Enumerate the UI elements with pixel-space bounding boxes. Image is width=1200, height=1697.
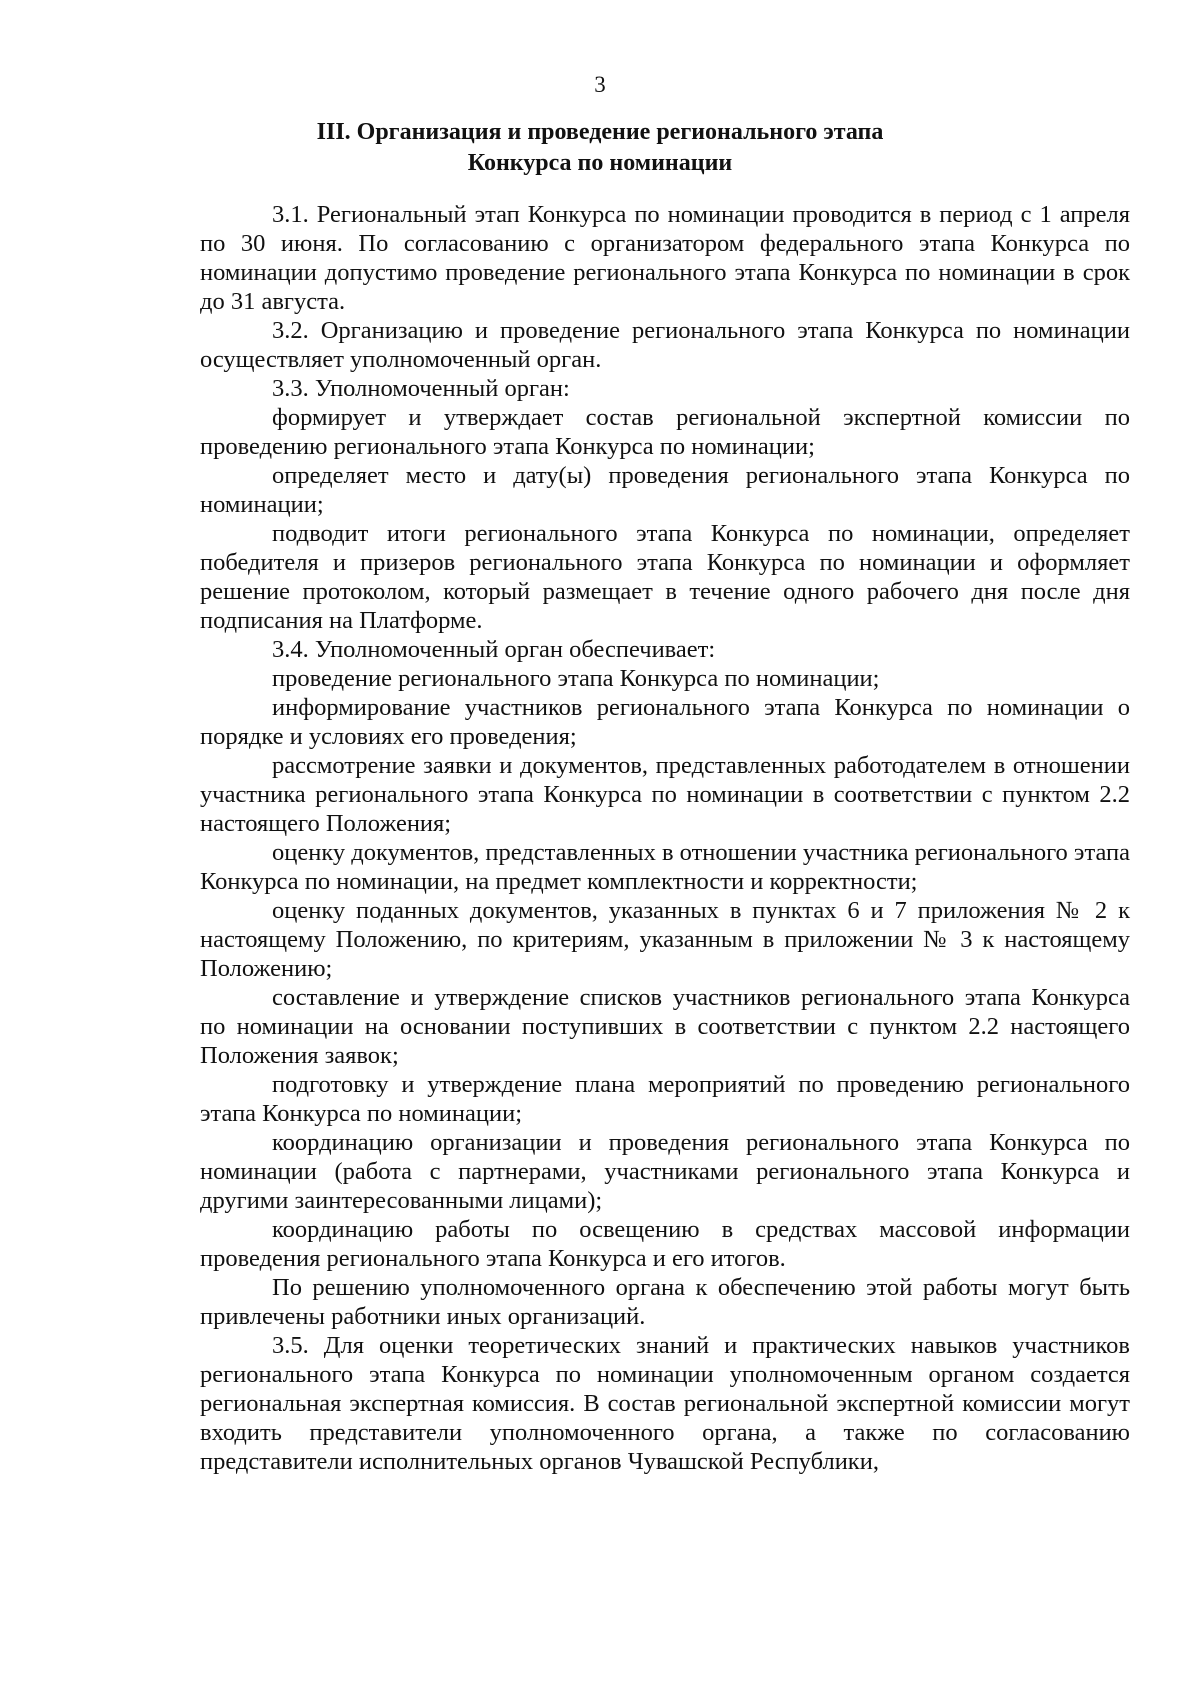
list-item: определяет место и дату(ы) проведения регионального этапа Конкурса по номинации; [200, 462, 1130, 518]
section-title-line-2: Конкурса по номинации [467, 150, 733, 176]
list-item: оценку документов, представленных в отношении участника регионального этапа Конкурса по номинации, на предмет комплектности и корректности; [200, 839, 1130, 895]
list-item: составление и утверждение списков участников регионального этапа Конкурса по номинации на основании поступивших в соответствии с пунктом 2.2 настоящего Положения заявок; [200, 984, 1130, 1069]
list-item: подготовку и утверждение плана мероприятий по проведению регионального этапа Конкурса по номинации; [200, 1071, 1130, 1127]
page-number: 3 [594, 72, 606, 97]
paragraph-3-1: 3.1. Региональный этап Конкурса по номинации проводится в период с 1 апреля по 30 июня. По согласованию с организатором федерального этапа Конкурса по номинации допустимо проведение регионального этапа Конкурса по номинации в срок до 31 августа. [200, 201, 1130, 315]
list-item: формирует и утверждает состав региональной экспертной комиссии по проведению регионального этапа Конкурса по номинации; [200, 404, 1130, 460]
list-item: оценку поданных документов, указанных в пунктах 6 и 7 приложения № 2 к настоящему Положению, по критериям, указанным в приложении № 3 к настоящему Положению; [200, 897, 1130, 982]
list-item: координацию работы по освещению в средствах массовой информации проведения регионального этапа Конкурса и его итогов. [200, 1216, 1130, 1272]
list-item: рассмотрение заявки и документов, представленных работодателем в отношении участника регионального этапа Конкурса по номинации в соответствии с пунктом 2.2 настоящего Положения; [200, 752, 1130, 837]
paragraph-3-5: 3.5. Для оценки теоретических знаний и практических навыков участников регионального этапа Конкурса по номинации уполномоченным органом создается региональная экспертная комиссия. В состав региональной экспертной комиссии могут входить представители уполномоченного органа, а также по согласованию представители исполнительных органов Чувашской Республики, [200, 1332, 1130, 1475]
paragraph-3-2: 3.2. Организацию и проведение регионального этапа Конкурса по номинации осуществляет уполномоченный орган. [200, 317, 1130, 373]
paragraph-decision: По решению уполномоченного органа к обеспечению этой работы могут быть привлечены работники иных организаций. [200, 1274, 1130, 1330]
paragraph-3-4: 3.4. Уполномоченный орган обеспечивает: [272, 636, 716, 663]
list-item: проведение регионального этапа Конкурса по номинации; [272, 665, 880, 692]
section-title-line-1: III. Организация и проведение регионального этапа [316, 119, 884, 145]
document-body [200, 200, 1130, 1476]
list-item: информирование участников регионального этапа Конкурса по номинации о порядке и условиях его проведения; [200, 694, 1130, 750]
paragraph-3-3: 3.3. Уполномоченный орган: [272, 375, 570, 402]
section-heading [0, 117, 1200, 179]
list-item: подводит итоги регионального этапа Конкурса по номинации, определяет победителя и призеров регионального этапа Конкурса по номинации и оформляет решение протоколом, который размещает в течение одного рабочего дня после дня подписания на Платформе. [200, 520, 1130, 634]
list-item: координацию организации и проведения регионального этапа Конкурса по номинации (работа с партнерами, участниками регионального этапа Конкурса и другими заинтересованными лицами); [200, 1129, 1130, 1214]
